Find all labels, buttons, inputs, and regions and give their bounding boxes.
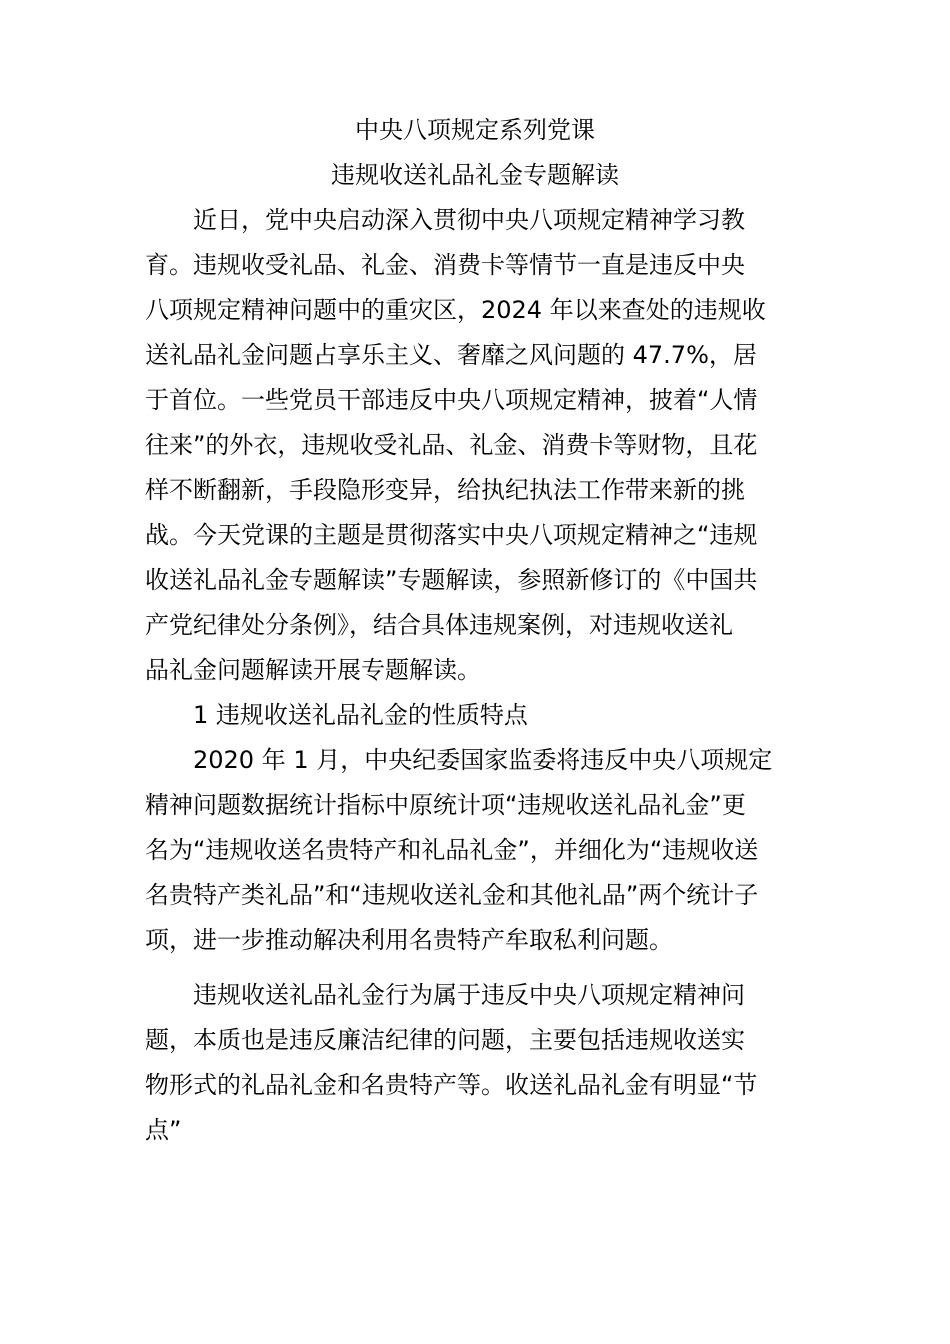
paragraph-1-line-9: 收送礼品礼金专题解读”专题解读，参照新修订的《中国共 [145,566,758,594]
paragraph-2-line-4: 名贵特产类礼品”和“违规收送礼金和其他礼品”两个统计子 [145,881,759,909]
paragraph-1-line-3: 八项规定精神问题中的重灾区，2024 年以来查处的违规收 [145,296,766,324]
paragraph-1-line-7: 样不断翻新，手段隐形变异，给执纪执法工作带来新的挑 [145,476,745,504]
paragraph-1-line-5: 于首位。一些党员干部违反中央八项规定精神，披着“人情 [145,386,758,414]
document-subtitle: 违规收送礼品礼金专题解读 [331,161,619,189]
paragraph-3-line-4: 点” [145,1116,182,1144]
paragraph-2-line-5: 项，进一步推动解决利用名贵特产牟取私利问题。 [145,926,673,954]
paragraph-1-line-2: 育。违规收受礼品、礼金、消费卡等情节一直是违反中央 [145,251,745,279]
paragraph-2-line-1: 2020 年 1 月，中央纪委国家监委将违反中央八项规定 [193,746,773,774]
paragraph-2-line-3: 名为“违规收送名贵特产和礼品礼金”，并细化为“违规收送 [145,836,759,864]
paragraph-3-line-1: 违规收送礼品礼金行为属于违反中央八项规定精神问 [193,981,745,1009]
paragraph-1-line-1: 近日，党中央启动深入贯彻中央八项规定精神学习教 [193,206,745,234]
paragraph-1-line-11: 品礼金问题解读开展专题解读。 [145,656,481,684]
paragraph-1-line-4: 送礼品礼金问题占享乐主义、奢靡之风问题的 47.7%，居 [145,341,757,369]
paragraph-1-line-10: 产党纪律处分条例》，结合具体违规案例，对违规收送礼 [145,611,733,639]
section-heading-1: 1 违规收送礼品礼金的性质特点 [193,701,528,729]
paragraph-3-line-3: 物形式的礼品礼金和名贵特产等。收送礼品礼金有明显“节 [145,1071,758,1099]
paragraph-2-line-2: 精神问题数据统计指标中原统计项“违规收送礼品礼金”更 [145,791,746,819]
paragraph-1-line-6: 往来”的外衣，违规收受礼品、礼金、消费卡等财物，且花 [145,431,758,459]
paragraph-1-line-8: 战。今天党课的主题是贯彻落实中央八项规定精神之“违规 [145,521,758,549]
paragraph-3-line-2: 题，本质也是违反廉洁纪律的问题，主要包括违规收送实 [145,1026,745,1054]
document-title: 中央八项规定系列党课 [355,116,595,144]
